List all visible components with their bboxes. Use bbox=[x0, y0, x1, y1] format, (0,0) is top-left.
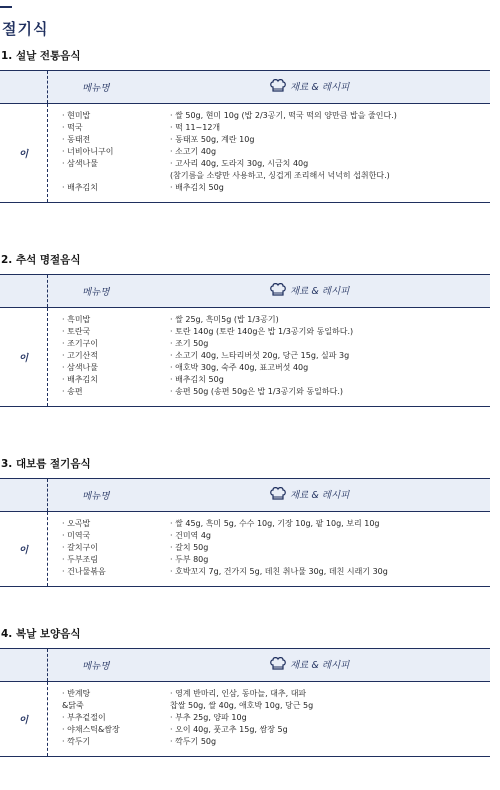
list-item: · 쌀 45g, 흑미 5g, 수수 10g, 기장 10g, 팥 10g, 보리 10g bbox=[170, 519, 380, 528]
recipe-header-label: 재료 & 레시피 bbox=[290, 286, 350, 297]
table-body bbox=[0, 512, 490, 586]
list-item: · 부추 25g, 양파 10g bbox=[170, 713, 247, 722]
recipe-column-header bbox=[270, 283, 349, 297]
title-accent-bar bbox=[0, 6, 12, 8]
row-code: 이 bbox=[18, 353, 29, 364]
list-item: · 송편 bbox=[62, 387, 83, 396]
list-item: · 쌀 25g, 흑미5g (밥 1/3공기) bbox=[170, 315, 279, 324]
list-item: · 송편 50g (송편 50g은 밥 1/3공기와 동일하다.) bbox=[170, 387, 343, 396]
list-item: · 갈치 50g bbox=[170, 543, 209, 552]
recipe-list bbox=[170, 314, 490, 398]
menu-column-header: 메뉴명 bbox=[82, 661, 110, 672]
list-item: · 배추김치 50g bbox=[170, 375, 224, 384]
list-item: · 배추김치 50g bbox=[170, 183, 224, 192]
menu-column-header: 메뉴명 bbox=[82, 287, 110, 298]
recipe-header-label: 재료 & 레시피 bbox=[290, 490, 350, 501]
recipe-table bbox=[0, 648, 490, 757]
recipe-list bbox=[170, 110, 490, 194]
list-item: 찹쌀 50g, 쌀 40g, 애호박 10g, 당근 5g bbox=[170, 701, 314, 710]
table-body bbox=[0, 682, 490, 756]
list-item bbox=[62, 170, 162, 182]
row-code: 이 bbox=[18, 545, 29, 556]
list-item: · 토란 140g (토란 140g은 밥 1/3공기와 동일하다.) bbox=[170, 327, 354, 336]
list-item: · 반계탕 bbox=[62, 689, 91, 698]
chef-hat-icon bbox=[270, 487, 286, 501]
recipe-header-label: 재료 & 레시피 bbox=[290, 660, 350, 671]
menu-list bbox=[62, 518, 162, 578]
chef-hat-icon bbox=[270, 79, 286, 93]
menu-column-header: 메뉴명 bbox=[82, 491, 110, 502]
list-item: · 오곡밥 bbox=[62, 519, 91, 528]
table-body bbox=[0, 104, 490, 202]
section-title: 3. 대보름 절기음식 bbox=[1, 458, 91, 470]
list-item: · 호박꼬지 7g, 건가지 5g, 데친 취나물 30g, 데친 시래기 30g bbox=[170, 567, 388, 576]
list-item: · 미역국 bbox=[62, 531, 91, 540]
list-item: · 애호박 30g, 숙주 40g, 표고버섯 40g bbox=[170, 363, 309, 372]
list-item: · 삼색나물 bbox=[62, 363, 98, 372]
list-item: &닭죽 bbox=[62, 701, 84, 710]
section-title: 1. 설날 전통음식 bbox=[1, 50, 81, 62]
list-item: · 조기 50g bbox=[170, 339, 209, 348]
row-code: 이 bbox=[18, 715, 29, 726]
list-item: · 건나물볶음 bbox=[62, 567, 106, 576]
list-item: · 영계 반마리, 인삼, 동마늘, 대추, 대파 bbox=[170, 689, 307, 698]
row-code: 이 bbox=[18, 149, 29, 160]
list-item: · 배추김치 bbox=[62, 375, 98, 384]
list-item: · 조기구이 bbox=[62, 339, 98, 348]
list-item: · 깍두기 50g bbox=[170, 737, 217, 746]
table-header bbox=[0, 479, 490, 512]
recipe-column-header bbox=[270, 657, 349, 671]
list-item: · 떡 11~12개 bbox=[170, 123, 221, 132]
list-item: · 떡국 bbox=[62, 123, 83, 132]
list-item: · 삼색나물 bbox=[62, 159, 98, 168]
list-item: · 두부조림 bbox=[62, 555, 98, 564]
list-item: · 야채스틱&쌈장 bbox=[62, 725, 120, 734]
recipe-table bbox=[0, 70, 490, 203]
menu-list bbox=[62, 688, 162, 748]
list-item: · 갈치구이 bbox=[62, 543, 98, 552]
list-item: · 고기산적 bbox=[62, 351, 98, 360]
list-item: · 소고기 40g, 느타리버섯 20g, 당근 15g, 실파 3g bbox=[170, 351, 350, 360]
recipe-table bbox=[0, 478, 490, 587]
recipe-list bbox=[170, 518, 490, 578]
list-item: · 고사리 40g, 도라지 30g, 시금치 40g bbox=[170, 159, 309, 168]
list-item: · 배추김치 bbox=[62, 183, 98, 192]
table-header bbox=[0, 649, 490, 682]
list-item: · 현미밥 bbox=[62, 111, 91, 120]
chef-hat-icon bbox=[270, 657, 286, 671]
list-item: · 깍두기 bbox=[62, 737, 91, 746]
menu-list bbox=[62, 314, 162, 398]
recipe-column-header bbox=[270, 487, 349, 501]
list-item: · 건미역 4g bbox=[170, 531, 211, 540]
list-item: · 동태포 50g, 계란 10g bbox=[170, 135, 255, 144]
page-title: 절기식 bbox=[2, 20, 49, 38]
list-item: · 쌀 50g, 현미 10g (밥 2/3공기, 떡국 떡의 양만큼 밥을 줄인다.) bbox=[170, 111, 397, 120]
list-item: · 동태전 bbox=[62, 135, 91, 144]
list-item: · 너비아니구이 bbox=[62, 147, 114, 156]
recipe-header-label: 재료 & 레시피 bbox=[290, 82, 350, 93]
chef-hat-icon bbox=[270, 283, 286, 297]
recipe-table bbox=[0, 274, 490, 407]
section-title: 4. 복날 보양음식 bbox=[1, 628, 81, 640]
list-item: · 토란국 bbox=[62, 327, 91, 336]
list-item: · 소고기 40g bbox=[170, 147, 217, 156]
recipe-column-header bbox=[270, 79, 349, 93]
table-header bbox=[0, 71, 490, 104]
list-item: · 두부 80g bbox=[170, 555, 209, 564]
list-item: · 부추겉절이 bbox=[62, 713, 106, 722]
section-title: 2. 추석 명절음식 bbox=[1, 254, 81, 266]
list-item: · 흑미밥 bbox=[62, 315, 91, 324]
list-item: (참기름을 소량만 사용하고, 싱겁게 조리해서 넉넉히 섭취한다.) bbox=[170, 171, 390, 180]
list-item: · 오이 40g, 풋고추 15g, 쌈장 5g bbox=[170, 725, 288, 734]
table-body bbox=[0, 308, 490, 406]
menu-column-header: 메뉴명 bbox=[82, 83, 110, 94]
menu-list bbox=[62, 110, 162, 194]
recipe-list bbox=[170, 688, 490, 748]
table-header bbox=[0, 275, 490, 308]
